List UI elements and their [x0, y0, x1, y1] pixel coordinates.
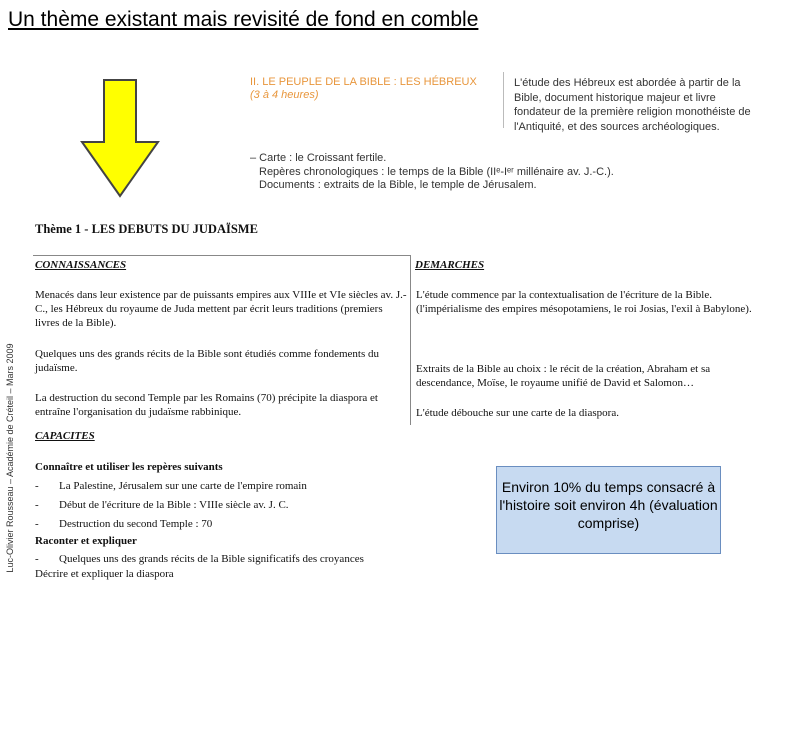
capacites-item: - Début de l'écriture de la Bible : VIIIe siècle av. J. C. — [35, 499, 289, 511]
old-program-item: – Carte : le Croissant fertile. — [250, 152, 387, 164]
demarches-paragraph: Extraits de la Bible au choix : le récit de la création, Abraham et sa descendance, Moïse, le royaume unifié de David et Salomon… — [416, 363, 711, 389]
theme-title: Thème 1 - LES DEBUTS DU JUDAÏSME — [35, 222, 258, 236]
table-top-rule — [33, 255, 410, 256]
table-column-divider — [410, 255, 411, 425]
capacites-heading: CAPACITES — [35, 430, 95, 442]
old-program-item: Documents : extraits de la Bible, le temple de Jérusalem. — [259, 179, 537, 191]
capacites-subheading: Raconter et expliquer — [35, 535, 137, 547]
demarches-paragraph: L'étude débouche sur une carte de la diaspora. — [416, 407, 619, 419]
time-note-box: Environ 10% du temps consacré à l'histoire soit environ 4h (évaluation comprise) — [496, 466, 721, 554]
capacites-item: - La Palestine, Jérusalem sur une carte de l'empire romain — [35, 480, 307, 492]
old-program-description: L'étude des Hébreux est abordée à partir de la Bible, document historique majeur et livre fondateur de la première religion monothéiste de l'Antiquité, et des sources archéologiques. — [514, 77, 751, 133]
side-credit: Luc-Olivier Rousseau – Académie de Créteil – Mars 2009 — [5, 343, 15, 573]
down-arrow-icon — [80, 78, 160, 198]
old-program-duration: (3 à 4 heures) — [250, 89, 319, 101]
capacites-subheading: Connaître et utiliser les repères suivants — [35, 461, 223, 473]
capacites-subheading: Décrire et expliquer la diaspora — [35, 568, 174, 580]
connaissances-paragraph: La destruction du second Temple par les Romains (70) précipite la diaspora et entraîne l'organisation du judaïsme rabbinique. — [35, 392, 378, 418]
old-program-item: Repères chronologiques : le temps de la Bible (IIᵉ-Iᵉʳ millénaire av. J.-C.). — [259, 165, 614, 178]
connaissances-paragraph: Quelques uns des grands récits de la Bible sont étudiés comme fondements du judaïsme. — [35, 348, 379, 374]
old-program-list — [250, 152, 614, 193]
connaissances-paragraph: Menacés dans leur existence par de puissants empires aux VIIIe et VIe siècles av. J.-C., les Hébreux du royaume de Juda mettent par écrit leurs traditions (premiers livres de la Bible). — [35, 289, 407, 329]
demarches-heading: DEMARCHES — [415, 259, 485, 271]
old-program-divider — [503, 72, 504, 128]
connaissances-heading: CONNAISSANCES — [35, 259, 127, 271]
demarches-paragraph: L'étude commence par la contextualisation de l'écriture de la Bible. (l'impérialisme des empires mésopotamiens, le roi Josias, l'exil à Babylone). — [416, 289, 752, 315]
capacites-item: - Destruction du second Temple : 70 — [35, 518, 213, 530]
slide-title: Un thème existant mais revisité de fond en comble — [8, 8, 479, 31]
old-program-title: II. LE PEUPLE DE LA BIBLE : LES HÉBREUX — [250, 76, 477, 88]
capacites-item: - Quelques uns des grands récits de la Bible significatifs des croyances — [35, 553, 364, 565]
